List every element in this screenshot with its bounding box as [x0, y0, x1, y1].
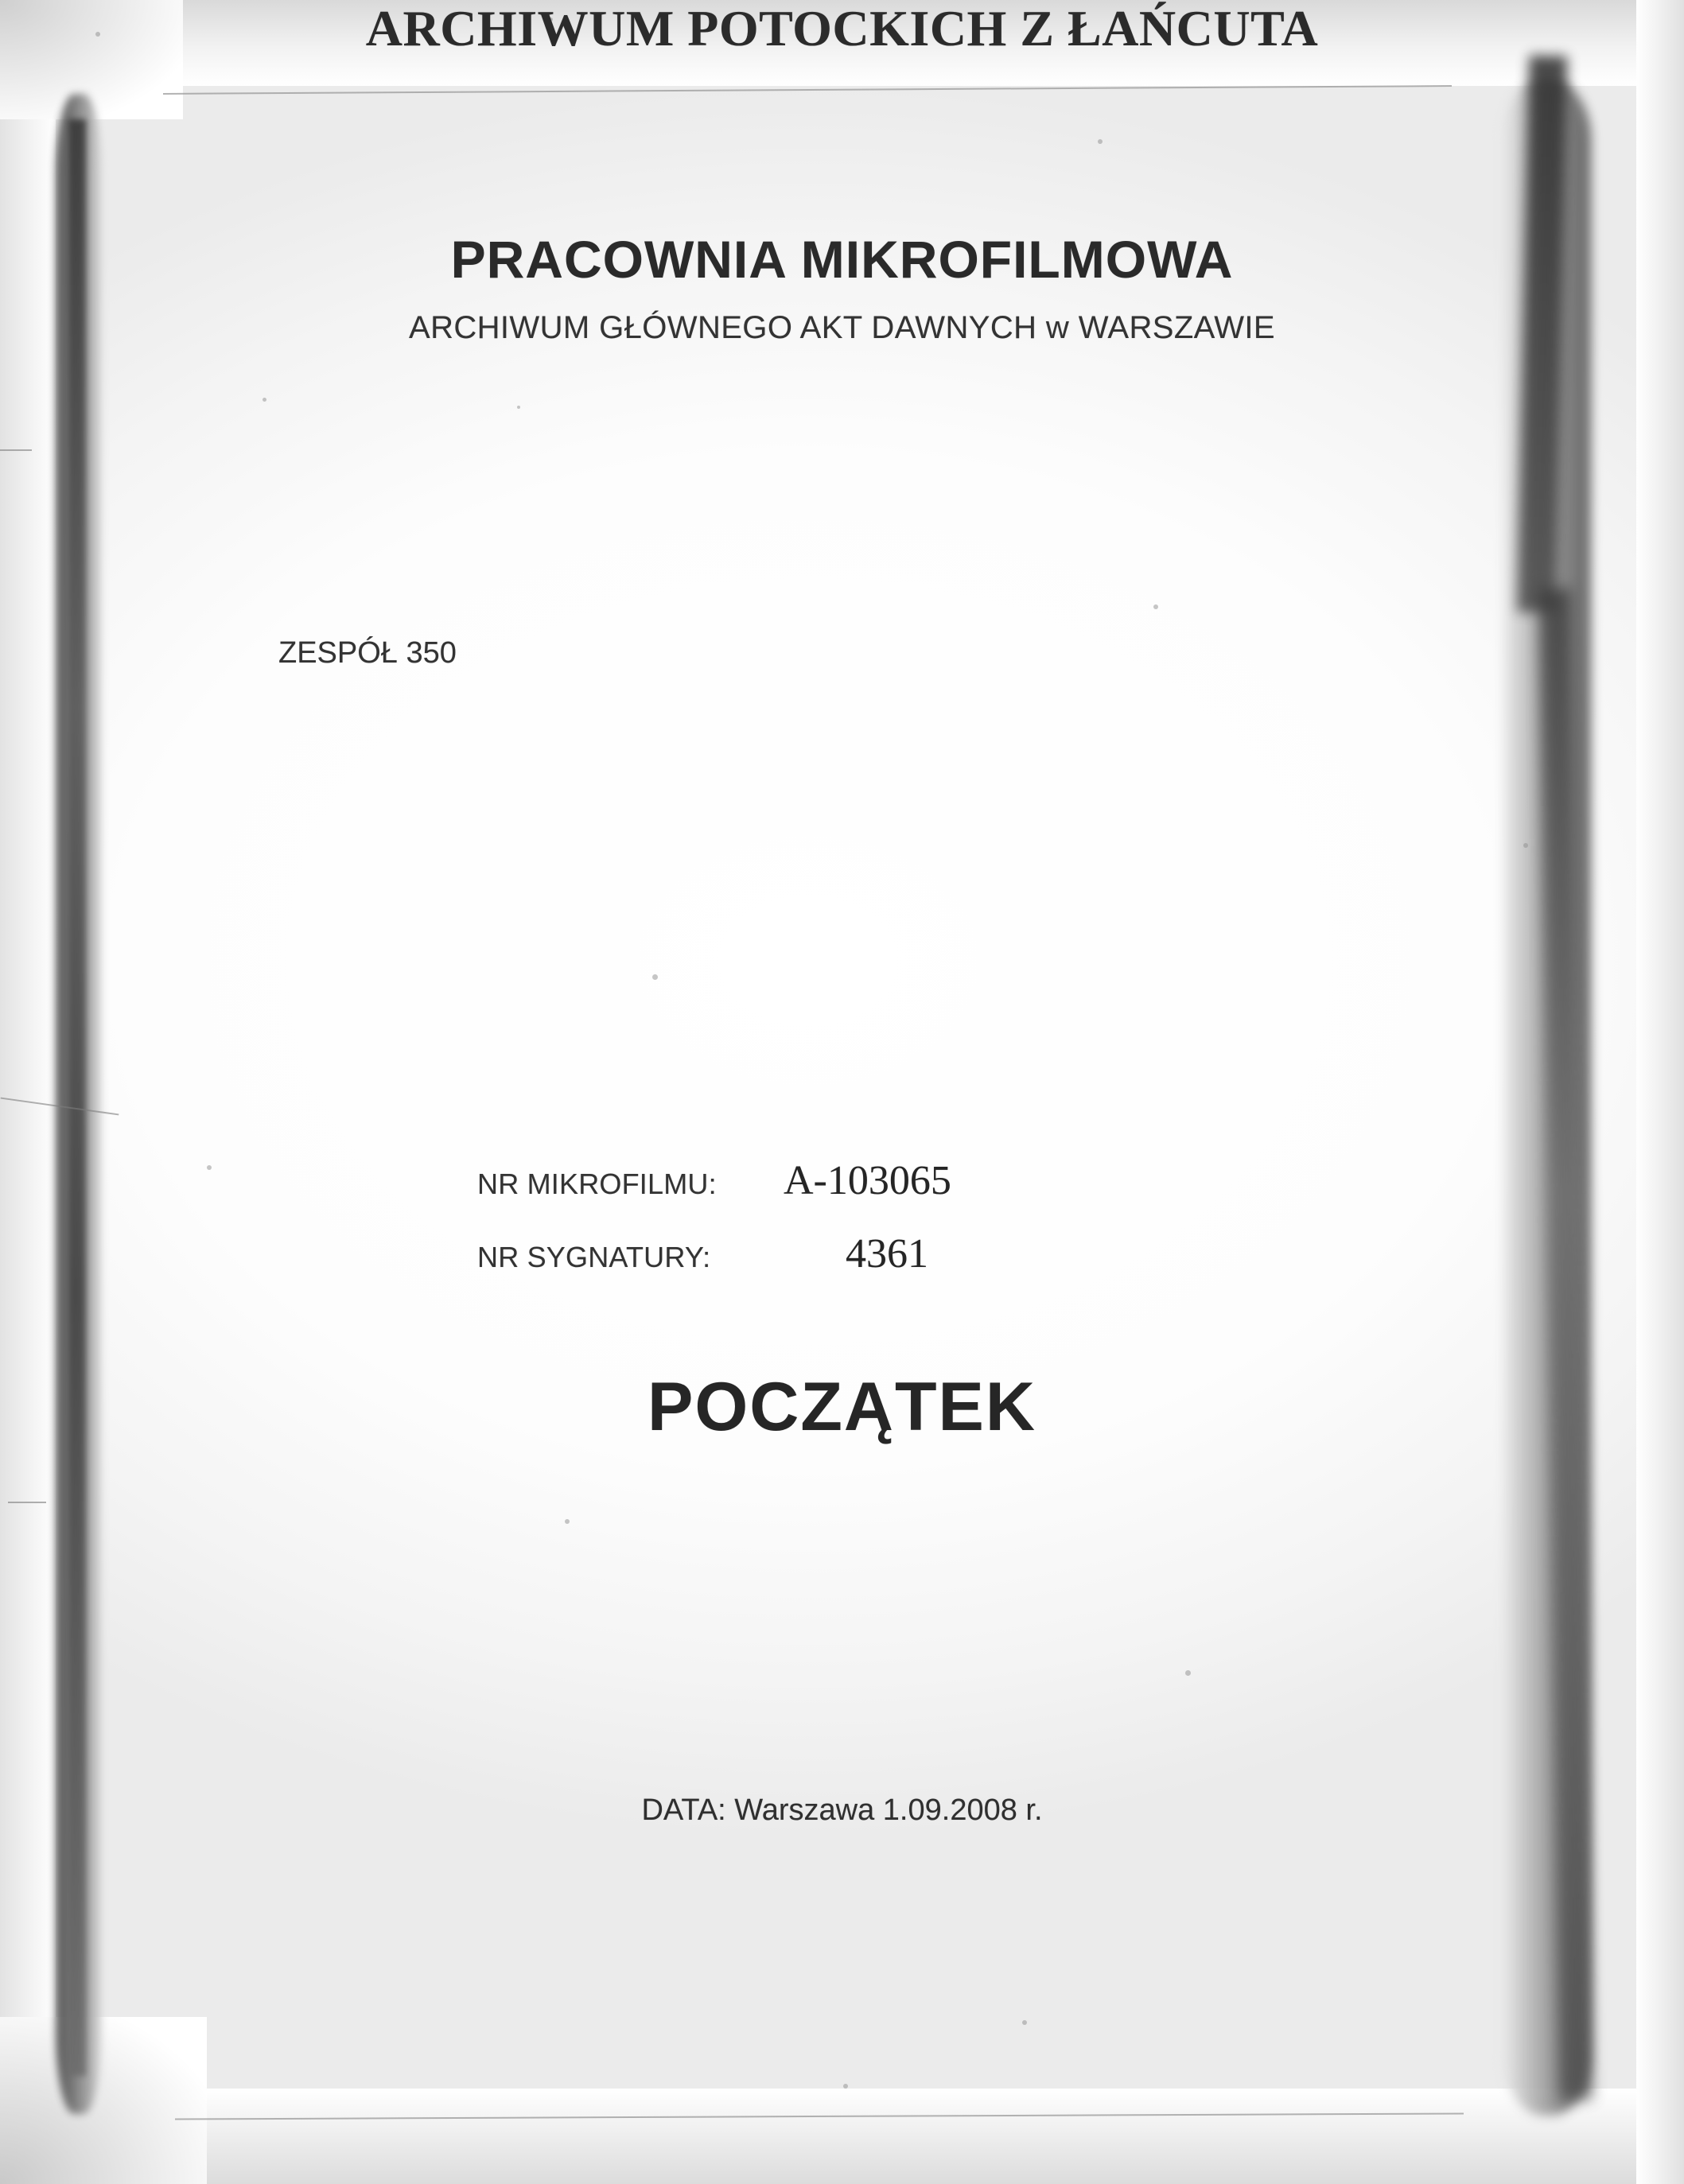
institution-title: PRACOWNIA MIKROFILMOWA: [450, 230, 1234, 289]
microfilm-number-value: A-103065: [784, 1158, 951, 1203]
fonds-title: ARCHIWUM POTOCKICH Z ŁAŃCUTA: [365, 0, 1319, 56]
start-marker: POCZĄTEK: [648, 1369, 1036, 1445]
institution-subtitle: ARCHIWUM GŁÓWNEGO AKT DAWNYCH w WARSZAWIE: [408, 310, 1276, 345]
microfilm-number-label: NR MIKROFILMU:: [477, 1168, 717, 1200]
metadata-row-microfilm: [477, 1157, 951, 1230]
metadata-list: [477, 1157, 951, 1304]
metadata-row-signature: [477, 1230, 951, 1304]
signature-number-label: NR SYGNATURY:: [477, 1241, 711, 1273]
signature-number-value: 4361: [846, 1231, 928, 1277]
fonds-number: ZESPÓŁ 350: [278, 636, 457, 670]
date-line: DATA: Warszawa 1.09.2008 r.: [641, 1793, 1043, 1827]
